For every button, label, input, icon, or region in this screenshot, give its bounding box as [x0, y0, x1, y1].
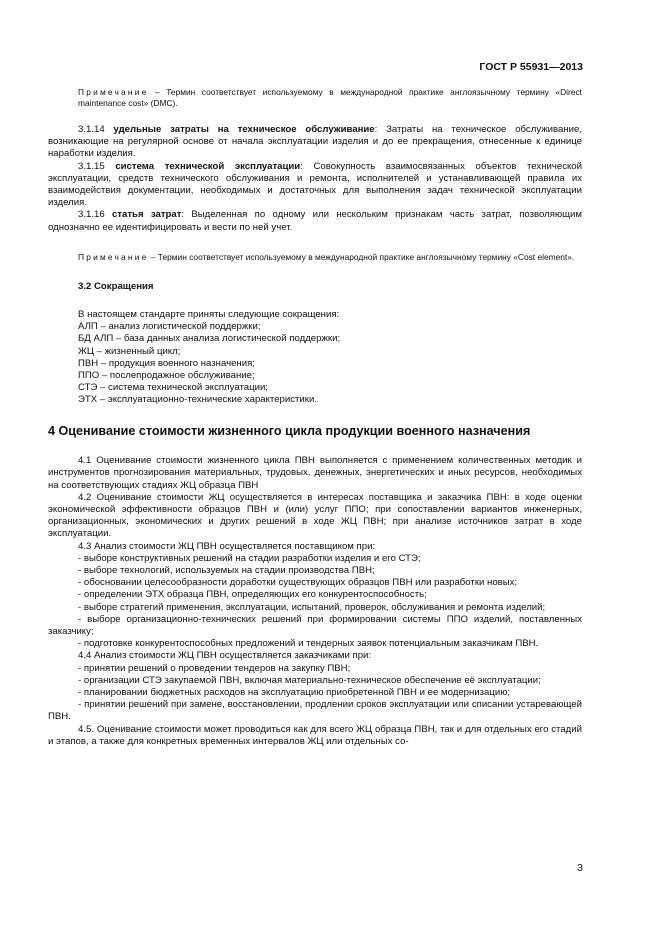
term-3-1-16: [48, 209, 582, 233]
note-text: – Термин соответствует используемому в международной практике англоязычному термину «Cost element».: [148, 251, 575, 262]
page-content: [48, 87, 582, 748]
abbreviations-list: [78, 309, 582, 407]
paragraph: 4.4 Анализ стоимости ЖЦ ПВН осуществляется заказчиками при:: [78, 650, 372, 662]
paragraph: - обосновании целесообразности доработки существующих образцов ПВН или разработки новых;: [78, 577, 518, 589]
note-text: – Термин соответствует используемому в международной практике англоязычному термину «Direct maintenance cost» (DMC).: [78, 87, 582, 108]
paragraph: - организации СТЭ закупаемой ПВН, включая материально-техническое обеспечение её эксплуатации;: [78, 674, 541, 686]
paragraph: - планировании бюджетных расходов на эксплуатацию приобретенной ПВН и ее модернизацию;: [78, 687, 511, 699]
list-item: ППО – послепродажное обслуживание;: [78, 370, 255, 382]
term-3-1-14: [48, 124, 582, 161]
list-item: ЭТХ – эксплуатационно-технические характеристики.: [78, 394, 318, 406]
note-dmc: [78, 87, 582, 109]
paragraph: - определении ЭТХ образца ПВН, определяющих его конкурентоспособность;: [78, 589, 427, 601]
section-4-title: 4 Оценивание стоимости жизненного цикла продукции военного назначения: [48, 423, 531, 438]
section-4-body: [48, 455, 582, 748]
paragraph: - подготовке конкурентоспособных предложений и тендерных заявок потенциальным заказчикам ПВН.: [78, 638, 539, 650]
term-definition: : Выделенная по одному или нескольким признакам часть затрат, позволяющим однозначно ее идентифицировать и вести по ней учет.: [48, 209, 582, 233]
note-cost-element: [78, 252, 582, 263]
paragraph: 4.2 Оценивание стоимости ЖЦ осуществляется в интересах поставщика и заказчика ПВН: в ходе оценки экономической эффективности образцов ПВН и (или) услуг ППО; при сопоставлении вариантов инженерных, организационных, экономических и других решений в ходе ЖЦ ПВН; при анализе источников затрат в ходе эксплуатации.: [48, 491, 582, 540]
paragraph: - выборе организационно-технических решений при формировании системы ППО изделий, поставленных заказчику;: [48, 613, 582, 637]
paragraph: 4.5. Оценивание стоимости может проводиться как для всего ЖЦ образца ПВН, так и для отдельных его стадий и этапов, а также для конкретных временных интервалов ЖЦ или отдельных со-: [48, 723, 582, 747]
term-name: удельные затраты на техническое обслуживание: [113, 124, 375, 135]
term-name: статья затрат: [111, 209, 182, 221]
list-item: АЛП – анализ логистической поддержки;: [78, 321, 261, 333]
term-3-1-15: [48, 161, 582, 210]
term-definition: : Совокупность взаимосвязанных объектов технической эксплуатации, средств технического обслуживания и ремонта, исполнителей и устанавливающей правила их взаимодействия документации, необходимых и достаточных для выполнения задач технической эксплуатации изделия.: [48, 160, 582, 209]
paragraph: 4.3 Анализ стоимости ЖЦ ПВН осуществляется поставщиком при:: [78, 540, 376, 552]
note-label: Примечание: [78, 87, 149, 97]
term-number: 3.1.14: [78, 124, 114, 135]
term-number: 3.1.16: [78, 209, 112, 221]
paragraph: - выборе технологий, используемых на стадии производства ПВН;: [78, 564, 375, 576]
list-item: ПВН – продукция военного назначения;: [78, 357, 255, 369]
paragraph: - принятии решений при замене, восстановлении, продлении сроков эксплуатации или списании устаревающей ПВН.: [48, 699, 582, 723]
note-label: Примечание: [78, 251, 149, 262]
list-item: СТЭ – система технической эксплуатации;: [78, 382, 268, 394]
paragraph: - выборе стратегий применения, эксплуатации, испытаний, проверок, обслуживания и ремонта изделий;: [78, 601, 546, 613]
terms-block: [48, 124, 582, 234]
page-number: 3: [577, 862, 583, 874]
paragraph: - принятии решений о проведении тендеров на закупку ПВН;: [78, 662, 351, 674]
paragraph: - выборе конструктивных решений на стадии разработки изделия и его СТЭ;: [78, 552, 421, 564]
term-definition: : Затраты на техническое обслуживание, возникающие на регулярной основе от начала эксплуатации изделия и до ее прекращения, отнесенные к единице наработки изделия.: [48, 124, 582, 160]
section-3-2-title: 3.2 Сокращения: [78, 280, 154, 292]
list-item: ЖЦ – жизненный цикл;: [78, 345, 181, 357]
standard-header: ГОСТ Р 55931—2013: [479, 61, 583, 73]
abbreviations-intro: В настоящем стандарте приняты следующие сокращения:: [78, 309, 340, 321]
paragraph: 4.1 Оценивание стоимости жизненного цикла ПВН выполняется с применением количественных методик и инструментов прогнозирования материальных, трудовых, денежных, энергетических и иных ресурсов, необходимых на соответствующих стадиях ЖЦ образца ПВН: [48, 455, 582, 491]
term-number: 3.1.15: [78, 160, 116, 172]
term-name: система технической эксплуатации: [115, 160, 301, 172]
list-item: БД АЛП – база данных анализа логистической поддержки;: [78, 333, 341, 345]
